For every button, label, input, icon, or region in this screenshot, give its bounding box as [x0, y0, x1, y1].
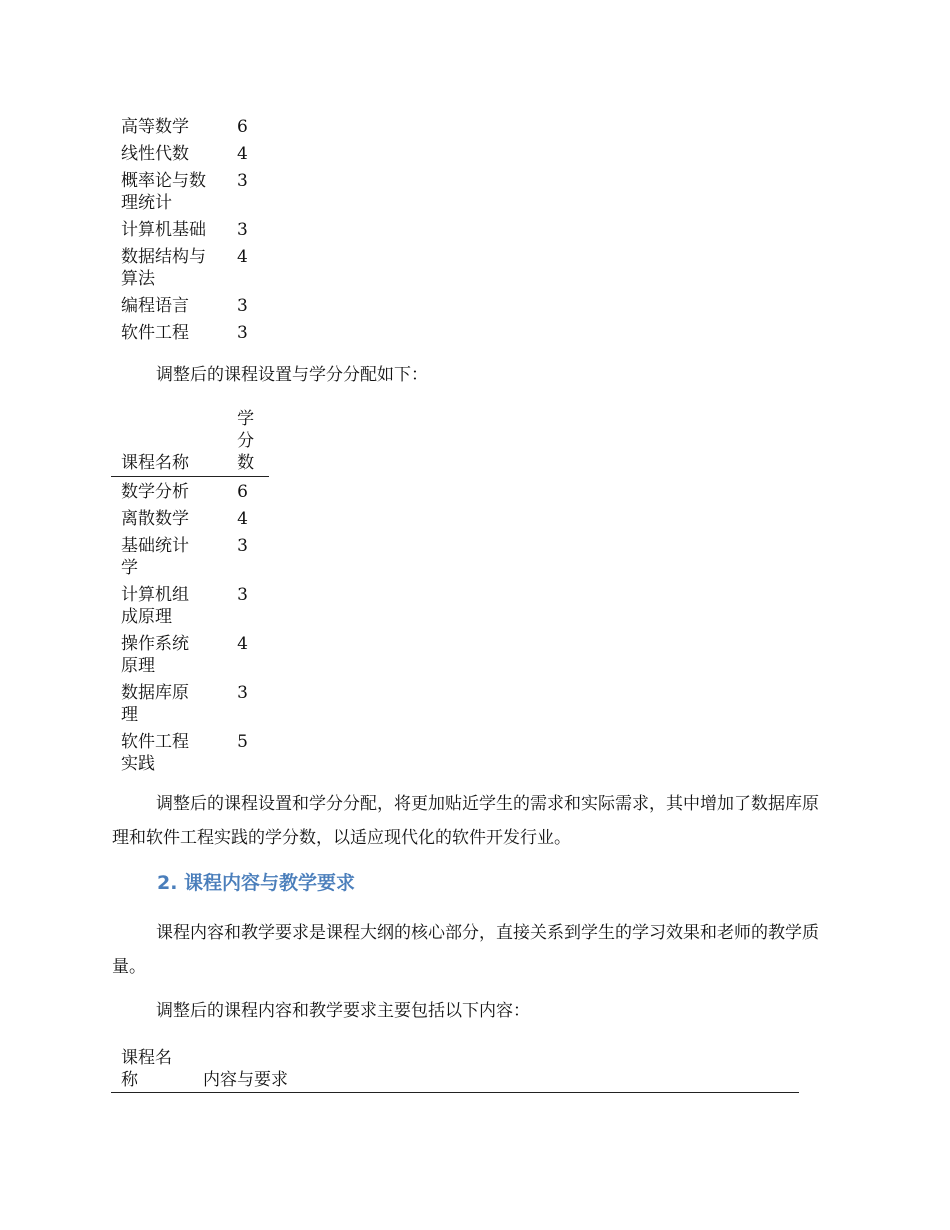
course-name-cell: 概率论与数理统计: [121, 171, 206, 213]
section-heading: 2. 课程内容与教学要求: [157, 872, 356, 894]
course-name-cell: 离散数学: [121, 509, 189, 529]
table-row: [111, 535, 269, 584]
course-name-cell: 编程语言: [121, 296, 189, 316]
credit-cell: 3: [237, 171, 248, 191]
course-name-cell: 计算机组成原理: [121, 585, 189, 627]
column-header-course-name: 课程名称: [121, 453, 189, 473]
table-row: [111, 170, 271, 219]
credit-cell: 5: [237, 732, 248, 752]
credit-cell: 6: [237, 482, 248, 502]
table-row: [111, 633, 269, 682]
course-name-cell: 计算机基础: [121, 220, 206, 240]
table-row: [111, 731, 269, 780]
table-row: [111, 477, 269, 509]
credit-cell: 4: [237, 247, 248, 267]
credit-cell: 3: [237, 683, 248, 703]
intro-paragraph: 调整后的课程设置与学分分配如下：: [156, 365, 428, 385]
original-credit-table: [111, 116, 271, 349]
course-name-cell: 数据库原理: [121, 683, 189, 725]
credit-cell: 4: [237, 509, 248, 529]
credit-cell: 4: [237, 144, 248, 164]
course-content-table: [111, 1047, 799, 1093]
table-row: [111, 682, 269, 731]
course-name-cell: 基础统计学: [121, 536, 189, 578]
course-name-cell: 数学分析: [121, 482, 189, 502]
credit-cell: 3: [237, 585, 248, 605]
table-row: [111, 143, 271, 170]
credit-cell: 4: [237, 634, 248, 654]
course-name-cell: 软件工程: [121, 323, 189, 343]
table-header-row: [111, 408, 269, 477]
table-row: [111, 116, 271, 143]
credit-cell: 3: [237, 220, 248, 240]
adjusted-credit-table: [111, 408, 269, 780]
credit-cell: 3: [237, 296, 248, 316]
column-header-content: 内容与要求: [203, 1070, 288, 1090]
course-name-cell: 软件工程实践: [121, 732, 189, 774]
column-header-course-name: 课程名称: [121, 1048, 172, 1090]
summary-paragraph: 调整后的课程设置和学分分配，将更加贴近学生的需求和实际需求，其中增加了数据库原理和软件工程实践的学分数，以适应现代化的软件开发行业。: [112, 794, 819, 848]
table-row: [111, 295, 271, 322]
course-name-cell: 线性代数: [121, 144, 189, 164]
course-name-cell: 操作系统原理: [121, 634, 189, 676]
content-list-intro-paragraph: 调整后的课程内容和教学要求主要包括以下内容：: [156, 1001, 530, 1021]
table-row: [111, 584, 269, 633]
credit-cell: 6: [237, 117, 248, 137]
column-header-credits: 学分数: [237, 409, 255, 473]
table-row: [111, 246, 271, 295]
content-paragraph: 课程内容和教学要求是课程大纲的核心部分，直接关系到学生的学习效果和老师的教学质量。: [112, 923, 819, 977]
credit-cell: 3: [237, 536, 248, 556]
table-row: [111, 508, 269, 535]
table-row: [111, 219, 271, 246]
table-row: [111, 322, 271, 349]
credit-cell: 3: [237, 323, 248, 343]
table-header-row: [111, 1047, 799, 1093]
course-name-cell: 数据结构与算法: [121, 247, 206, 289]
course-name-cell: 高等数学: [121, 117, 189, 137]
